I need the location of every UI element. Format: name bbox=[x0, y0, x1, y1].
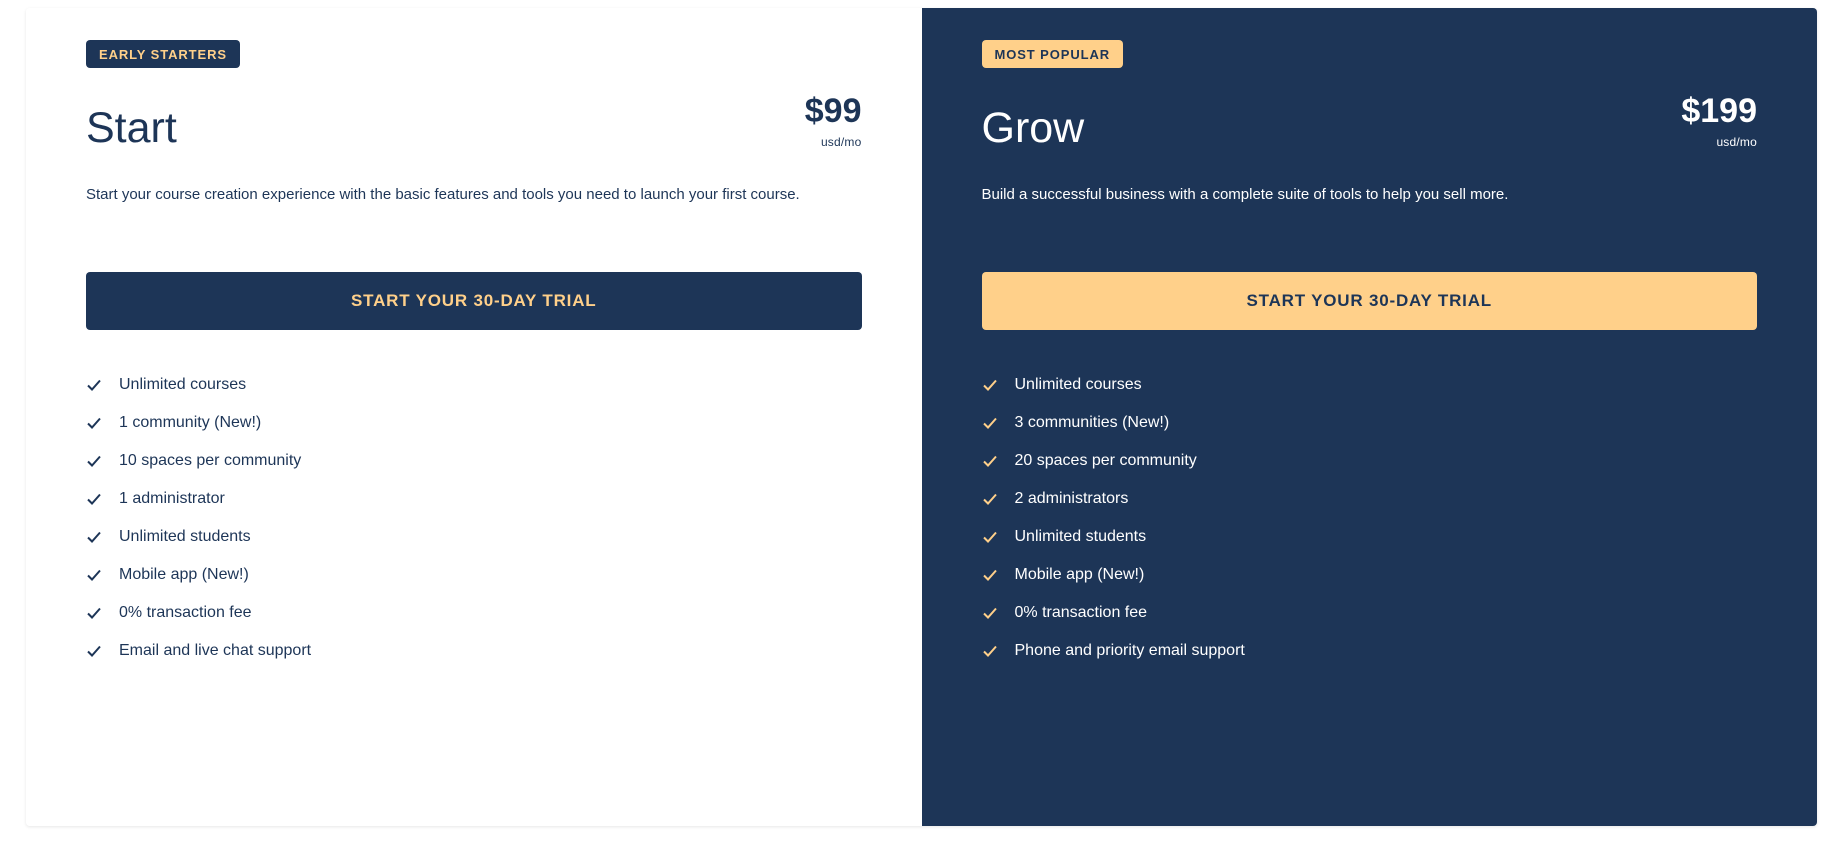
check-icon bbox=[86, 567, 102, 583]
feature-label: 0% transaction fee bbox=[119, 603, 252, 621]
plan-price-block-grow bbox=[1681, 94, 1757, 151]
plan-card-start bbox=[26, 8, 922, 826]
list-item bbox=[86, 480, 862, 518]
feature-label: 10 spaces per community bbox=[119, 451, 302, 469]
feature-label: 2 administrators bbox=[1014, 489, 1129, 507]
plan-price-block-start bbox=[805, 94, 862, 151]
list-item bbox=[86, 518, 862, 556]
plan-badge-grow: MOST POPULAR bbox=[982, 40, 1124, 68]
feature-label: 0% transaction fee bbox=[1014, 603, 1148, 621]
list-item bbox=[86, 366, 862, 404]
plan-price-grow: $199 bbox=[1681, 92, 1757, 130]
check-icon bbox=[86, 605, 102, 621]
check-icon bbox=[86, 415, 102, 431]
list-item bbox=[982, 366, 1758, 404]
list-item bbox=[86, 404, 862, 442]
feature-label: 1 administrator bbox=[119, 489, 225, 507]
plan-price-unit-start: usd/mo bbox=[820, 135, 862, 149]
list-item bbox=[982, 518, 1758, 556]
list-item bbox=[982, 480, 1758, 518]
list-item bbox=[982, 632, 1758, 670]
feature-label: Unlimited students bbox=[119, 527, 251, 545]
list-item bbox=[982, 404, 1758, 442]
plan-feature-list-grow bbox=[982, 366, 1758, 670]
plan-title-start: Start bbox=[86, 103, 177, 152]
check-icon bbox=[982, 529, 998, 545]
list-item bbox=[86, 632, 862, 670]
check-icon bbox=[86, 491, 102, 507]
check-icon bbox=[982, 415, 998, 431]
list-item bbox=[982, 594, 1758, 632]
check-icon bbox=[982, 567, 998, 583]
feature-label: Mobile app (New!) bbox=[1014, 565, 1145, 583]
check-icon bbox=[86, 643, 102, 659]
check-icon bbox=[982, 605, 998, 621]
feature-label: Phone and priority email support bbox=[1014, 641, 1245, 659]
plan-title-grow: Grow bbox=[981, 103, 1085, 152]
plan-card-grow bbox=[922, 8, 1818, 826]
pricing-table bbox=[26, 8, 1817, 826]
plan-header-grow bbox=[982, 94, 1758, 151]
feature-label: 20 spaces per community bbox=[1014, 451, 1197, 469]
check-icon bbox=[982, 453, 998, 469]
check-icon bbox=[86, 529, 102, 545]
feature-label: Mobile app (New!) bbox=[119, 565, 249, 583]
list-item bbox=[86, 442, 862, 480]
start-trial-button-start[interactable]: START YOUR 30-DAY TRIAL bbox=[86, 272, 862, 330]
list-item bbox=[86, 556, 862, 594]
plan-header-start bbox=[86, 94, 862, 151]
plan-price-unit-grow: usd/mo bbox=[1716, 135, 1757, 149]
feature-label: Unlimited students bbox=[1014, 527, 1147, 545]
check-icon bbox=[982, 643, 998, 659]
plan-description-grow: Build a successful business with a complete suite of tools to help you sell more. bbox=[981, 186, 1509, 203]
feature-label: 3 communities (New!) bbox=[1014, 413, 1170, 431]
plan-price-start: $99 bbox=[804, 92, 862, 130]
feature-label: Unlimited courses bbox=[1014, 375, 1142, 393]
feature-label: 1 community (New!) bbox=[119, 413, 262, 431]
feature-label: Unlimited courses bbox=[119, 375, 247, 393]
list-item bbox=[86, 594, 862, 632]
check-icon bbox=[86, 453, 102, 469]
plan-description-start: Start your course creation experience with the basic features and tools you need to launch your first course. bbox=[86, 186, 800, 203]
list-item bbox=[982, 442, 1758, 480]
feature-label: Email and live chat support bbox=[119, 641, 312, 659]
start-trial-button-grow[interactable]: START YOUR 30-DAY TRIAL bbox=[982, 272, 1758, 330]
plan-feature-list-start bbox=[86, 366, 862, 670]
check-icon bbox=[86, 377, 102, 393]
plan-badge-start: EARLY STARTERS bbox=[86, 40, 240, 68]
check-icon bbox=[982, 491, 998, 507]
list-item bbox=[982, 556, 1758, 594]
check-icon bbox=[982, 377, 998, 393]
